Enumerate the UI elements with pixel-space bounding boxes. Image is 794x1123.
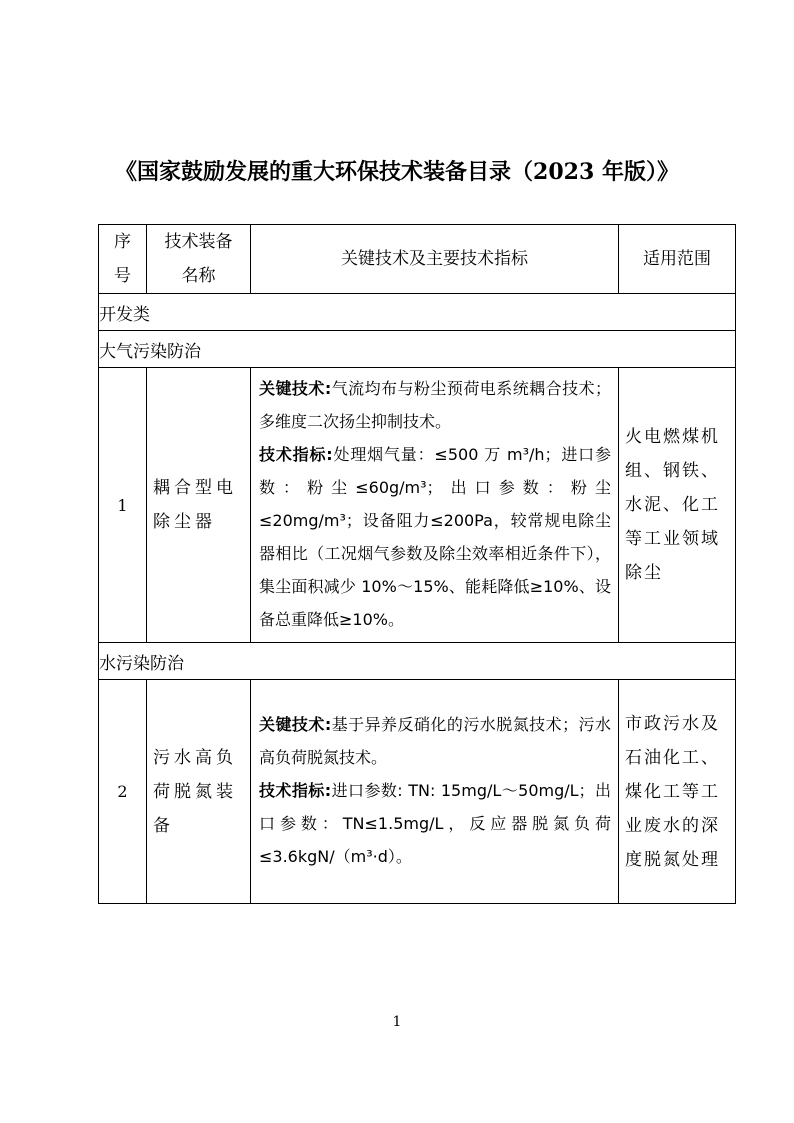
header-key-tech: 关键技术及主要技术指标	[251, 225, 619, 294]
equipment-catalog-table	[98, 224, 736, 904]
item-scope: 市政污水及石油化工、煤化工等工业废水的深度脱氮处理	[619, 680, 736, 904]
spec-text: 进口参数: TN: 15mg/L～50mg/L；出口参数：TN≤1.5mg/L，反应器脱氮负荷≤3.6kgN/（m³·d）。	[259, 781, 611, 866]
category-row	[99, 294, 736, 331]
document-title: 《国家鼓励发展的重大环保技术装备目录（2023 年版）》	[115, 159, 679, 185]
key-tech-text: 气流均布与粉尘预荷电系统耦合技术；多维度二次扬尘抑制技术。	[259, 379, 611, 431]
table-row	[99, 680, 736, 904]
key-tech-text: 基于异养反硝化的污水脱氮技术；污水高负荷脱氮技术。	[259, 715, 611, 767]
header-name: 技术装备 名称	[147, 225, 251, 294]
item-key-tech	[251, 680, 619, 904]
section-label: 水污染防治	[99, 643, 736, 680]
spec-text: 处理烟气量：≤500 万 m³/h；进口参数：粉尘≤60g/m³；出口参数：粉尘≤20mg/m³；设备阻力≤200Pa，较常规电除尘器相比（工况烟气参数及除尘效率相近条件下），集尘面积减少 10%～15%、能耗降低≥10%、设备总重降低≥10%。	[259, 445, 611, 629]
section-row	[99, 331, 736, 368]
item-name: 污水高负荷脱氮装备	[147, 680, 251, 904]
key-tech-label: 关键技术:	[259, 715, 332, 734]
header-no: 序 号	[99, 225, 147, 294]
table-header-row	[99, 225, 736, 294]
section-row	[99, 643, 736, 680]
table-row	[99, 368, 736, 643]
header-scope: 适用范围	[619, 225, 736, 294]
spec-label: 技术指标:	[259, 445, 333, 464]
category-label: 开发类	[99, 294, 736, 331]
item-number: 1	[99, 368, 147, 643]
item-number: 2	[99, 680, 147, 904]
item-name: 耦合型电除尘器	[147, 368, 251, 643]
item-scope: 火电燃煤机组、钢铁、水泥、化工等工业领域除尘	[619, 368, 736, 643]
item-key-tech	[251, 368, 619, 643]
key-tech-label: 关键技术:	[259, 379, 332, 398]
spec-label: 技术指标:	[259, 781, 332, 800]
section-label: 大气污染防治	[99, 331, 736, 368]
page-number: 1	[392, 1014, 402, 1030]
